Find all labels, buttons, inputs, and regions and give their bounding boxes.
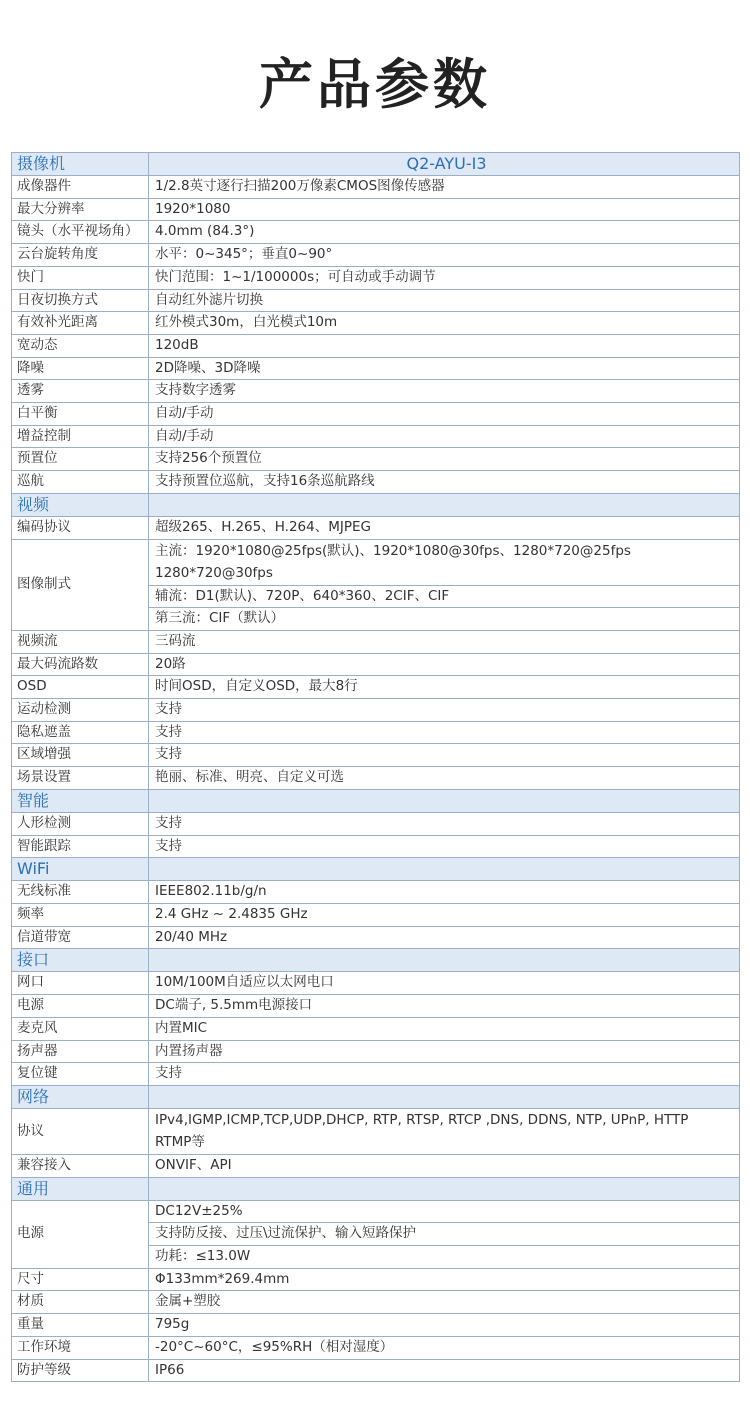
row-label: 防护等级 bbox=[12, 1359, 149, 1382]
row-value-sub-stream: 辅流：D1(默认)、720P、640*360、2CIF、CIF bbox=[149, 585, 740, 608]
row-label: 麦克风 bbox=[12, 1017, 149, 1040]
row-label: 最大分辨率 bbox=[12, 198, 149, 221]
section-filler bbox=[149, 1177, 740, 1200]
row-label: 重量 bbox=[12, 1314, 149, 1337]
table-row bbox=[12, 403, 740, 426]
row-label: 电源 bbox=[12, 995, 149, 1018]
row-label: 人形检测 bbox=[12, 812, 149, 835]
row-label: 编码协议 bbox=[12, 516, 149, 539]
table-row bbox=[12, 425, 740, 448]
row-value-third-stream: 第三流：CIF（默认） bbox=[149, 608, 740, 631]
section-header-wifi bbox=[12, 858, 740, 881]
row-label: 运动检测 bbox=[12, 699, 149, 722]
row-value: 支持 bbox=[149, 812, 740, 835]
table-row bbox=[12, 289, 740, 312]
section-header-network bbox=[12, 1085, 740, 1108]
row-value: 支持 bbox=[149, 721, 740, 744]
page-title: 产品参数 bbox=[259, 53, 491, 116]
row-value: 支持256个预置位 bbox=[149, 448, 740, 471]
row-value: 支持 bbox=[149, 835, 740, 858]
row-value bbox=[149, 1108, 740, 1154]
table-row bbox=[12, 995, 740, 1018]
row-label: 增益控制 bbox=[12, 425, 149, 448]
row-label: 无线标准 bbox=[12, 881, 149, 904]
row-value: 10M/100M自适应以太网电口 bbox=[149, 972, 740, 995]
table-row bbox=[12, 312, 740, 335]
row-value: 自动/手动 bbox=[149, 425, 740, 448]
row-value: 支持 bbox=[149, 744, 740, 767]
row-value: 水平：0~345°；垂直0~90° bbox=[149, 244, 740, 267]
row-label: 有效补光距离 bbox=[12, 312, 149, 335]
row-value: 支持数字透雾 bbox=[149, 380, 740, 403]
table-row bbox=[12, 721, 740, 744]
table-row bbox=[12, 812, 740, 835]
section-filler bbox=[149, 1085, 740, 1108]
row-label: 场景设置 bbox=[12, 767, 149, 790]
row-value: 时间OSD，自定义OSD，最大8行 bbox=[149, 676, 740, 699]
table-row bbox=[12, 266, 740, 289]
row-value: 功耗：≤13.0W bbox=[149, 1246, 740, 1269]
table-row bbox=[12, 835, 740, 858]
table-row bbox=[12, 653, 740, 676]
table-row bbox=[12, 448, 740, 471]
row-label: 工作环境 bbox=[12, 1336, 149, 1359]
section-header-interface bbox=[12, 949, 740, 972]
row-value: 2.4 GHz ~ 2.4835 GHz bbox=[149, 903, 740, 926]
section-title: 接口 bbox=[12, 949, 149, 972]
row-value: 支持 bbox=[149, 699, 740, 722]
row-label: 兼容接入 bbox=[12, 1154, 149, 1177]
table-row bbox=[12, 380, 740, 403]
row-value: 自动红外滤片切换 bbox=[149, 289, 740, 312]
table-row bbox=[12, 198, 740, 221]
row-value: 20路 bbox=[149, 653, 740, 676]
row-label: 网口 bbox=[12, 972, 149, 995]
table-row bbox=[12, 1040, 740, 1063]
row-label: 巡航 bbox=[12, 471, 149, 494]
section-header-smart bbox=[12, 789, 740, 812]
row-label: 云台旋转角度 bbox=[12, 244, 149, 267]
row-value: 1920*1080 bbox=[149, 198, 740, 221]
row-label: 智能跟踪 bbox=[12, 835, 149, 858]
table-row bbox=[12, 516, 740, 539]
section-header-camera bbox=[12, 153, 740, 176]
section-filler bbox=[149, 949, 740, 972]
main-stream-line2: 1280*720@30fps bbox=[155, 565, 273, 582]
table-row bbox=[12, 744, 740, 767]
section-header-general bbox=[12, 1177, 740, 1200]
row-value: 2D降噪、3D降噪 bbox=[149, 357, 740, 380]
section-filler bbox=[149, 789, 740, 812]
row-value: 自动/手动 bbox=[149, 403, 740, 426]
row-value: -20°C~60°C，≤95%RH（相对湿度） bbox=[149, 1336, 740, 1359]
table-row bbox=[12, 221, 740, 244]
table-row bbox=[12, 1108, 740, 1154]
row-label: 最大码流路数 bbox=[12, 653, 149, 676]
table-row bbox=[12, 926, 740, 949]
table-row bbox=[12, 1336, 740, 1359]
table-row bbox=[12, 334, 740, 357]
section-header-video bbox=[12, 493, 740, 516]
row-value: 艳丽、标准、明亮、自定义可选 bbox=[149, 767, 740, 790]
row-value: 4.0mm (84.3°) bbox=[149, 221, 740, 244]
row-label: 图像制式 bbox=[12, 539, 149, 630]
section-title: 通用 bbox=[12, 1177, 149, 1200]
row-label: 镜头（水平视场角） bbox=[12, 221, 149, 244]
row-label: 透雾 bbox=[12, 380, 149, 403]
table-row bbox=[12, 471, 740, 494]
row-value: ONVIF、API bbox=[149, 1154, 740, 1177]
section-title: 智能 bbox=[12, 789, 149, 812]
table-row bbox=[12, 972, 740, 995]
row-label: 复位键 bbox=[12, 1063, 149, 1086]
table-row bbox=[12, 1017, 740, 1040]
row-value: DC端子, 5.5mm电源接口 bbox=[149, 995, 740, 1018]
table-row bbox=[12, 1063, 740, 1086]
main-stream-line1: 主流：1920*1080@25fps(默认)、1920*1080@30fps、1280*720@25fps bbox=[155, 542, 631, 559]
section-title: WiFi bbox=[12, 858, 149, 881]
row-label: 降噪 bbox=[12, 357, 149, 380]
row-value: 超级265、H.265、H.264、MJPEG bbox=[149, 516, 740, 539]
row-value: IP66 bbox=[149, 1359, 740, 1382]
section-filler bbox=[149, 493, 740, 516]
spec-table bbox=[11, 152, 740, 1382]
row-label: 扬声器 bbox=[12, 1040, 149, 1063]
row-label: 信道带宽 bbox=[12, 926, 149, 949]
table-row bbox=[12, 1200, 740, 1223]
section-title: 摄像机 bbox=[12, 153, 149, 176]
protocol-line2: RTMP等 bbox=[155, 1134, 205, 1151]
table-row bbox=[12, 699, 740, 722]
row-value: 金属+塑胶 bbox=[149, 1291, 740, 1314]
row-value: 20/40 MHz bbox=[149, 926, 740, 949]
row-label: 成像器件 bbox=[12, 176, 149, 199]
table-row bbox=[12, 357, 740, 380]
table-row bbox=[12, 1314, 740, 1337]
table-row bbox=[12, 176, 740, 199]
table-row bbox=[12, 539, 740, 585]
table-row bbox=[12, 676, 740, 699]
row-label: 快门 bbox=[12, 266, 149, 289]
row-label: 宽动态 bbox=[12, 334, 149, 357]
row-label: 尺寸 bbox=[12, 1268, 149, 1291]
row-label: 频率 bbox=[12, 903, 149, 926]
section-title: 视频 bbox=[12, 493, 149, 516]
row-label: 电源 bbox=[12, 1200, 149, 1268]
row-label: 预置位 bbox=[12, 448, 149, 471]
row-value: 快门范围：1~1/100000s；可自动或手动调节 bbox=[149, 266, 740, 289]
row-value: 内置扬声器 bbox=[149, 1040, 740, 1063]
row-value: 支持防反接、过压\过流保护、输入短路保护 bbox=[149, 1223, 740, 1246]
row-label: 白平衡 bbox=[12, 403, 149, 426]
table-row bbox=[12, 767, 740, 790]
row-label: 区域增强 bbox=[12, 744, 149, 767]
row-value: 120dB bbox=[149, 334, 740, 357]
section-filler bbox=[149, 858, 740, 881]
row-label: 日夜切换方式 bbox=[12, 289, 149, 312]
row-value: IEEE802.11b/g/n bbox=[149, 881, 740, 904]
row-value: 795g bbox=[149, 1314, 740, 1337]
section-title: 网络 bbox=[12, 1085, 149, 1108]
row-label: 协议 bbox=[12, 1108, 149, 1154]
row-value: 红外模式30m，白光模式10m bbox=[149, 312, 740, 335]
row-value: 支持 bbox=[149, 1063, 740, 1086]
row-label: 隐私遮盖 bbox=[12, 721, 149, 744]
row-value: Φ133mm*269.4mm bbox=[149, 1268, 740, 1291]
table-row bbox=[12, 1154, 740, 1177]
table-row bbox=[12, 1291, 740, 1314]
table-row bbox=[12, 630, 740, 653]
row-label: 材质 bbox=[12, 1291, 149, 1314]
row-value: 内置MIC bbox=[149, 1017, 740, 1040]
row-value: DC12V±25% bbox=[149, 1200, 740, 1223]
protocol-line1: IPv4,IGMP,ICMP,TCP,UDP,DHCP, RTP, RTSP, RTCP ,DNS, DDNS, NTP, UPnP, HTTP bbox=[155, 1111, 689, 1128]
row-label: 视频流 bbox=[12, 630, 149, 653]
row-value: 1/2.8英寸逐行扫描200万像素CMOS图像传感器 bbox=[149, 176, 740, 199]
row-value: 支持预置位巡航，支持16条巡航路线 bbox=[149, 471, 740, 494]
row-label: OSD bbox=[12, 676, 149, 699]
table-row bbox=[12, 1268, 740, 1291]
row-value: 三码流 bbox=[149, 630, 740, 653]
table-row bbox=[12, 244, 740, 267]
table-row bbox=[12, 881, 740, 904]
row-value-main-stream bbox=[149, 539, 740, 585]
model-name: Q2-AYU-I3 bbox=[149, 153, 740, 176]
table-row bbox=[12, 1359, 740, 1382]
table-row bbox=[12, 903, 740, 926]
